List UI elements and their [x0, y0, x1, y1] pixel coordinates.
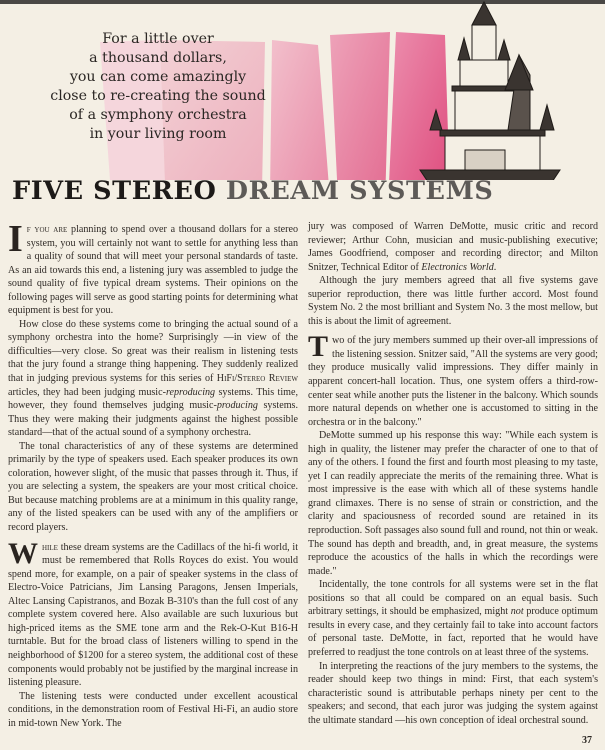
paragraph — [8, 318, 298, 440]
paragraph: Although the jury members agreed that all five systems gave superior reproduction, there was little further accord. Most found System No. 2 the most brilliant and System No. 3 the most mellow, but this is about the limit of agreement. — [308, 275, 598, 327]
body-text: jury was composed of Warren DeMotte, music critic and record reviewer; Arthur Cohn, musician and music-publishing executive; James Goodfriend, composer and recording director; and Milton Snitzer, Technical Editor of — [308, 221, 598, 273]
body-text: systems. This time, however, they found themselves judging music- — [8, 386, 298, 412]
deck-line: For a little over — [102, 31, 214, 47]
paragraph: In interpreting the reactions of the jury members to the systems, the reader should keep two things in mind: First, that each system's characteristic sound is attributable perhaps ninety per cent to the speakers; and second, that each juror was judging the system against the ultimate standard —his own conception of ideal orchestral sound. — [308, 660, 598, 726]
lead-in: f you are — [26, 224, 68, 235]
paragraph: The tonal characteristics of any of these systems are determined primarily by the type of speakers used. Each speaker produces its own coloration, however slight, of the music that passes through it. Thus, if you are selecting a system, the speakers are your most critical choice. But because matching problems are at a minimum in this quality range, any of the listed speakers can be used with any of the amplifiers or record players. — [8, 440, 298, 534]
deck-line: you can come amazingly — [69, 69, 247, 85]
body-text: these dream systems are the Cadillacs of the hi-fi world, it must be remembered that Rolls Royces do exist. You would spend more, for example, on a pair of speaker systems in the class of Electro-Voice Patricians, Jim Lansing Paragons, Jensen Imperials, Altec Lansing Capistranos, and Bozak B-310's than the full cost of any complete system covered here. Also available are such luxurious but high-priced items as the SME tone arm and the Rek-O-Kut B16-H turntable. But for the broad class of listeners willing to spend in the neighborhood of $1200 for a stereo system, the additional cost of these components would probably not be justified by the marginal increase in listening pleasure. — [8, 541, 298, 689]
drop-cap: I — [8, 218, 23, 260]
magazine-name: HiFi/Stereo Review — [216, 373, 298, 385]
body-text: How close do these systems come to bringing the actual sound of a symphony orchestra into the home? Surprisingly —in view of the difficulties—very close. So great was their realism in listening tests that the jury found a strange thing happening. They suddenly realized that in judging previous systems for this series of — [8, 318, 298, 385]
title-part-2: DREAM SYSTEMS — [225, 176, 494, 206]
paragraph — [8, 536, 298, 690]
deck-line: in your living room — [89, 126, 227, 142]
body-text: Incidentally, the tone controls for all systems were set in the flat positions so that all could be compared on an equal basis. Such arbitrary settings, it should be emphasized, might — [308, 579, 598, 618]
body-text: planning to spend over a thousand dollars for a stereo system, you will certainly not want to settle for anything less than a quality of sound that will meet your personal standards of taste. As an aid towards this end, a listening jury was assembled to judge the sound quality of five typical dream systems. Their opinions on the following pages will serve as good starting points for determining what equipment is best for you. — [8, 224, 298, 317]
emphasis: not — [510, 606, 524, 618]
paragraph — [8, 218, 298, 318]
body-text: articles, they had been judging music- — [8, 386, 166, 398]
body-text: wo of the jury members summed up their over-all impressions of the listening session. Snitzer said, "All the systems are very good; they produce musically valid impressions. They differ mainly in apparent concert-hall location. Thus, one system offers a third-row-center seat while another puts the listener in the balcony. Which sounds more natural depends on whether one is accustomed to sitting in the orchestra or in the balcony." — [308, 335, 598, 428]
title-part-1: FIVE STEREO — [12, 176, 217, 206]
lead-in: hile — [42, 541, 58, 553]
deck-line: of a symphony orchestra — [69, 107, 247, 123]
left-column — [8, 220, 298, 730]
paragraph: DeMotte summed up his response this way: "While each system is high in quality, the listener may prefer the character of one to that of any of the others. I found the first and fourth most pleasing to my taste, yet I can readily appreciate the merits of the remaining three. What is most impressive is the ease with which all of these systems handle grand climaxes. There is no sense of strain or constriction, and the clarity and spaciousness of recorded sound are retained in its reproduction. Soft passages also sound full and round, not thin or weak. The sound has depth and breadth, and, in great measure, the systems reproduce the acoustics of the halls in which the recordings were made." — [308, 430, 598, 577]
pink-panel-5 — [388, 32, 450, 180]
paragraph — [308, 578, 598, 659]
emphasis: reproducing — [165, 386, 216, 398]
article-title — [12, 176, 602, 206]
body-text: . — [493, 261, 497, 273]
paragraph: The listening tests were conducted under excellent acoustical conditions, in the demonstration room of Festival Hi-Fi, an audio store in mid-town New York. The — [8, 690, 298, 729]
body-text: systems. Thus they were making their judgments against the highest possible standard—that of the actual sound of a symphony orchestra. — [8, 400, 298, 439]
deck-line: close to re-creating the sound — [50, 88, 266, 104]
paragraph — [308, 330, 598, 429]
body-text: produce optimum results in every case, and they certainly fail to take into account factors of personal taste. DeMotte, in fact, reported that he would have preferred to readjust the tone controls on at least three of the systems. — [308, 606, 598, 658]
headline-deck — [8, 30, 308, 144]
deck-line: a thousand dollars, — [89, 50, 227, 66]
emphasis: producing — [216, 400, 258, 412]
right-column — [308, 220, 598, 727]
paragraph — [308, 220, 598, 274]
emphasis: Electronics World — [421, 261, 494, 273]
pink-panel-4 — [330, 32, 390, 180]
drop-cap: T — [308, 330, 329, 364]
page-number: 37 — [582, 735, 592, 746]
drop-cap: W — [8, 536, 38, 570]
